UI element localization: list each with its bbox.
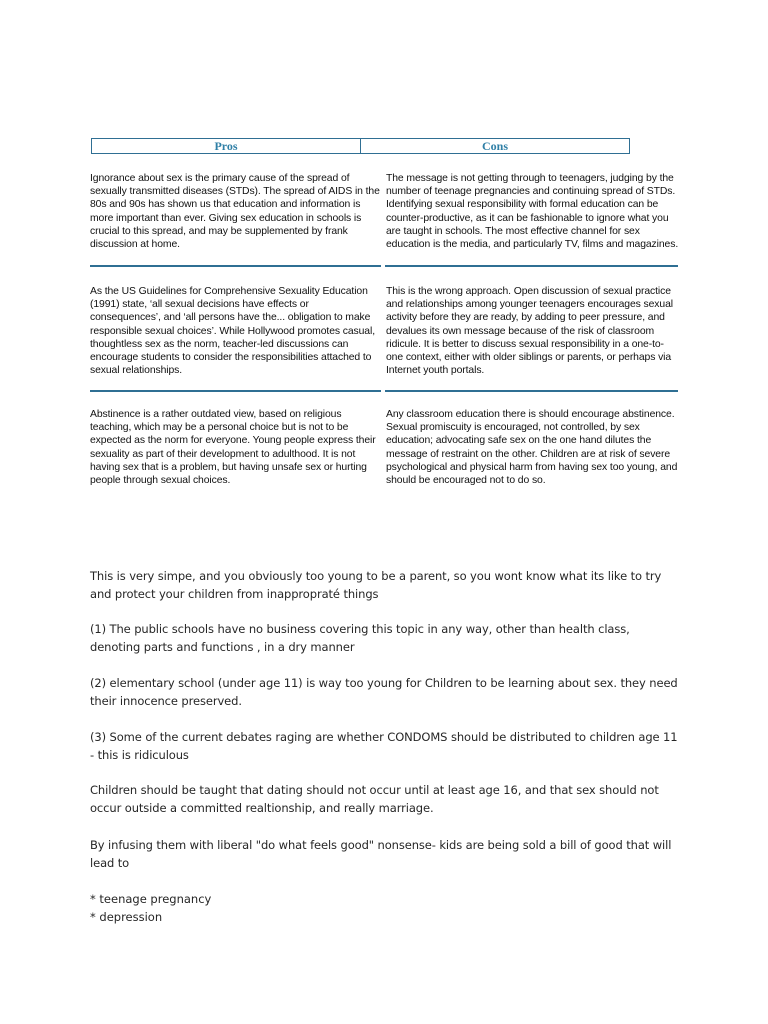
con-argument-1: The message is not getting through to teenagers, judging by the number of teenage pregnancies and continuing spread of STDs. Identifying sexual responsibility with formal education can be counter-productive, as it can be fashionable to ignore what you are taught in schools. The most effective channel for sex education is the media, and particularly TV, films and magazines. (386, 173, 679, 251)
comment-paragraph: By infusing them with liberal "do what feels good" nonsense- kids are being sold a bill of good that will lead to (90, 838, 672, 870)
bullet-item: * depression (90, 910, 163, 924)
cons-heading: Cons (481, 139, 508, 153)
comment-paragraph: (2) elementary school (under age 11) is way too young for Children to be learning about sex. they need their innocence preserved. (90, 676, 678, 708)
pro-argument-1: Ignorance about sex is the primary cause of the spread of sexually transmitted diseases (STDs). The spread of AIDS in the 80s and 90s has shown us that education and information is more important than ever. Giving sex education in schools is crucial to this spread, and may be supplemented by frank discussion at home. (90, 173, 380, 251)
pros-cons-header (91, 138, 630, 154)
comment-paragraph: Children should be taught that dating should not occur until at least age 16, and that sex should not occur outside a committed realtionship, and really marriage. (90, 783, 659, 815)
row-divider-left (90, 265, 381, 267)
bullet-item: * teenage pregnancy (90, 892, 212, 906)
comment-paragraph: This is very simpe, and you obviously too young to be a parent, so you wont know what its like to try and protect your children from inappropraté things (90, 569, 662, 601)
pro-argument-3: Abstinence is a rather outdated view, based on religious teaching, which may be a personal choice but is not to be expected as the norm for everyone. Young people express their sexuality as part of their development to adulthood. It is not having sex that is a problem, but having unsafe sex or hurting people through sexual choices. (90, 409, 376, 487)
row-divider-left (90, 390, 381, 392)
pros-heading: Pros (92, 139, 361, 153)
row-divider-right (385, 390, 678, 392)
row-divider-right (385, 265, 678, 267)
comment-paragraph: (3) Some of the current debates raging are whether CONDOMS should be distributed to children age 11 - this is ridiculous (90, 730, 678, 762)
pro-argument-2: As the US Guidelines for Comprehensive Sexuality Education (1991) state, ‘all sexual decisions have effects or consequences’, and ‘all persons have the... obligation to make responsible sexual choices’. While Hollywood promotes casual, thoughtless sex as the norm, teacher-led discussions can encourage students to consider the responsibilities attached to sexual relationships. (90, 286, 375, 377)
con-argument-3: Any classroom education there is should encourage abstinence. Sexual promiscuity is encouraged, not controlled, by sex education; advocating safe sex on the one hand dilutes the message of restraint on the other. Children are at risk of severe psychological and physical harm from having sex too young, and should be encouraged not to do so. (386, 409, 678, 487)
con-argument-2: This is the wrong approach. Open discussion of sexual practice and relationships among younger teenagers encourages sexual activity before they are ready, by adding to peer pressure, and devalues its own message because of the risk of classroom ridicule. It is better to discuss sexual responsibility in a one-to-one context, either with older siblings or parents, or perhaps via Internet youth portals. (386, 286, 673, 377)
comment-paragraph: (1) The public schools have no business covering this topic in any way, other than health class, denoting parts and functions , in a dry manner (90, 622, 630, 654)
